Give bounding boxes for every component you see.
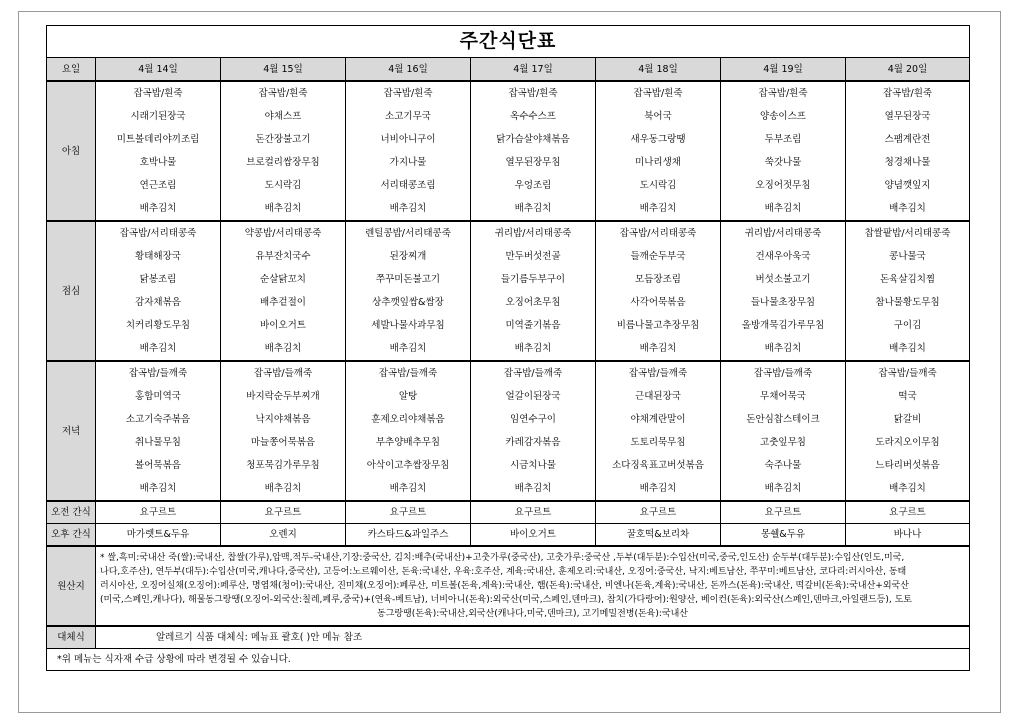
- dish-list: [721, 222, 845, 360]
- dish-list: [846, 82, 969, 220]
- dish: 찹쌀팥밥/서리태콩죽: [864, 228, 951, 239]
- alternative-label: 대체식: [47, 626, 96, 649]
- dish: 오징어젓무침: [755, 180, 811, 191]
- dish: 돈간장불고기: [255, 134, 311, 145]
- dish: 귀리밥/서리태콩죽: [744, 228, 822, 239]
- dish: 유부잔치국수: [255, 251, 311, 262]
- dish-list: [721, 362, 845, 500]
- pm-snack-label: 오후 간식: [47, 524, 96, 547]
- dish: 들깨순두부국: [630, 251, 686, 262]
- dish: 바이오거트: [260, 320, 306, 331]
- dish: 배추김치: [764, 483, 802, 494]
- origin-line: 러시아산, 오징어실채(오징어):페루산, 명엽채(청어):국내산, 진미채(오징어):페루산, 미트볼(돈육,계육):국내산, 햄(돈육):국내산, 비엔나(돈육,계육):국내산, 돈까스(돈육):국내산, 떡갈비(돈육):국내산+외국산: [100, 581, 909, 591]
- dish: 돈육살김치찜: [879, 274, 936, 285]
- dish: 귀리밥/서리태콩죽: [494, 228, 572, 239]
- dish: 임연수구이: [510, 414, 556, 425]
- footnote: *위 메뉴는 식자재 수급 상황에 따라 변경될 수 있습니다.: [47, 649, 970, 671]
- meal-day-cell: [721, 361, 846, 501]
- dish: 도시락김: [639, 180, 677, 191]
- meal-day-cell: [471, 81, 596, 221]
- dish: 잡곡밥/흰죽: [758, 88, 808, 99]
- dish: 시금치나물: [510, 460, 556, 471]
- meal-day-cell: [221, 81, 346, 221]
- meal-day-cell: [471, 221, 596, 361]
- dish: 배추김치: [139, 203, 177, 214]
- am-snack-item: 요구르트: [846, 501, 970, 524]
- meal-day-cell: [846, 81, 970, 221]
- meal-day-cell: [96, 81, 221, 221]
- dish-list: [221, 222, 345, 360]
- dish: 돈안심찹스테이크: [746, 414, 820, 425]
- am-snack-item: 요구르트: [221, 501, 346, 524]
- dish: 북어국: [644, 111, 672, 122]
- dish: 소다징육표고버섯볶음: [612, 460, 704, 471]
- meal-day-cell: [596, 361, 721, 501]
- origin-line: 동그랑땡(돈육):국내산,외국산(캐나다,미국,덴마크), 고기메밀전병(돈육):국내산: [377, 609, 688, 619]
- dish: 미트볼데리야끼조림: [116, 134, 200, 145]
- pm-snack-item: 카스타드&과일주스: [346, 524, 471, 547]
- dish: 숙주나물: [764, 460, 802, 471]
- dish: 구이김: [893, 320, 922, 331]
- day-header-row: [47, 58, 970, 82]
- origin-text: [96, 546, 970, 626]
- meal-label: 점심: [47, 221, 96, 361]
- meal-day-cell: [346, 81, 471, 221]
- dish: 모듬장조림: [635, 274, 681, 285]
- dish: 야채계란말이: [630, 414, 686, 425]
- dish: 잡곡밥/들깨죽: [503, 368, 563, 379]
- am-snack-item: 요구르트: [721, 501, 846, 524]
- dish-list: [596, 82, 720, 220]
- day-header: 4월 16일: [346, 58, 471, 82]
- dish: 황태해장국: [135, 251, 181, 262]
- dish: 배추김치: [264, 343, 302, 354]
- origin-row: [47, 546, 970, 626]
- dish: 사각어묵볶음: [630, 297, 686, 308]
- dish: 바지락순두부찌개: [246, 391, 320, 402]
- dish-list: [346, 362, 470, 500]
- dish: 잡곡밥/서리태콩죽: [119, 228, 197, 239]
- dish: 잡곡밥/들깨죽: [878, 368, 937, 379]
- origin-line: 나다,호주산), 연두부(대두):수입산(미국,캐나다,중국산), 고등어:노르웨이산, 돈육:국내산, 우육:호주산, 계육:국내산, 훈제오리:국내산, 오징어:중국산, 낙지:베트남산, 쭈꾸미:베트남산, 코다리:러시아산, 동태: [100, 567, 907, 577]
- dish-list: [846, 222, 969, 360]
- alternative-text: 알레르기 식품 대체식: 메뉴표 괄호( )안 메뉴 참조: [96, 626, 970, 649]
- day-header-label: 요일: [47, 58, 96, 82]
- pm-snack-item: 꿀호떡&보리차: [596, 524, 721, 547]
- dish: 배추김치: [514, 343, 552, 354]
- day-header: 4월 20일: [846, 58, 970, 82]
- day-header: 4월 17일: [471, 58, 596, 82]
- dish: 시래기된장국: [130, 111, 186, 122]
- dish: 볼어묵볶음: [135, 460, 181, 471]
- dish: 두부조림: [764, 134, 802, 145]
- dish: 아삭이고추쌈장무침: [366, 460, 450, 471]
- dish: 미역줄기볶음: [505, 320, 561, 331]
- dish: 배추김치: [514, 203, 552, 214]
- dish-list: [846, 362, 969, 500]
- dish: 된장찌개: [389, 251, 427, 262]
- dish: 도토리묵무침: [630, 437, 686, 448]
- dish: 잡곡밥/들깨죽: [253, 368, 313, 379]
- dish: 렌틸콩밥/서리태콩죽: [365, 228, 451, 239]
- dish: 얼갈이된장국: [505, 391, 561, 402]
- meal-day-cell: [96, 361, 221, 501]
- dish: 배추김치: [139, 483, 177, 494]
- dish: 콩나물국: [889, 251, 926, 262]
- alternative-row: [47, 626, 970, 649]
- dish: 열무된장무침: [505, 157, 561, 168]
- dish: 잡곡밥/들깨죽: [753, 368, 813, 379]
- dish: 느타리버섯볶음: [875, 460, 940, 471]
- dish: 알탕: [398, 391, 418, 402]
- dish: 배추김치: [889, 343, 926, 354]
- meal-row: [47, 221, 970, 361]
- dish: 배추겉절이: [260, 297, 306, 308]
- dish: 청포묵김가루무침: [246, 460, 320, 471]
- dish-list: [596, 362, 720, 500]
- dish: 배추김치: [764, 203, 802, 214]
- dish: 올방개묵김가루무침: [741, 320, 825, 331]
- footnote-row: [47, 649, 970, 671]
- dish: 배추김치: [389, 203, 427, 214]
- dish: 쑥갓나물: [764, 157, 802, 168]
- dish: 소고기숙주볶음: [125, 414, 191, 425]
- meal-day-cell: [846, 221, 970, 361]
- pm-snack-item: 몽쉘&두유: [721, 524, 846, 547]
- dish-list: [221, 82, 345, 220]
- dish: 치커리황도무침: [125, 320, 191, 331]
- dish: 세발나물사과무침: [371, 320, 445, 331]
- dish: 청경채나물: [884, 157, 931, 168]
- day-header: 4월 18일: [596, 58, 721, 82]
- day-header: 4월 15일: [221, 58, 346, 82]
- dish: 배추김치: [639, 203, 677, 214]
- dish: 서리태콩조림: [380, 180, 436, 191]
- dish: 상추깻잎쌈&쌈장: [372, 297, 444, 308]
- dish: 훈제오리야채볶음: [371, 414, 445, 425]
- dish: 야채스프: [264, 111, 302, 122]
- dish: 건새우아욱국: [755, 251, 811, 262]
- dish-list: [346, 222, 470, 360]
- dish: 배추김치: [764, 343, 802, 354]
- dish: 잡곡밥/들깨죽: [378, 368, 438, 379]
- meal-day-cell: [96, 221, 221, 361]
- am-snack-row: [47, 501, 970, 524]
- am-snack-item: 요구르트: [346, 501, 471, 524]
- dish: 도라지오이무침: [875, 437, 940, 448]
- dish: 배추김치: [264, 203, 302, 214]
- dish-list: [96, 362, 220, 500]
- dish: 잡곡밥/흰죽: [882, 88, 933, 99]
- page-title: 주간식단표: [47, 26, 970, 58]
- am-snack-item: 요구르트: [596, 501, 721, 524]
- pm-snack-item: 바나나: [846, 524, 970, 547]
- meal-day-cell: [221, 221, 346, 361]
- meal-label: 저녁: [47, 361, 96, 501]
- dish: 열무된장국: [884, 111, 931, 122]
- dish: 오징어초무침: [505, 297, 561, 308]
- pm-snack-item: 바이오거트: [471, 524, 596, 547]
- meal-day-cell: [221, 361, 346, 501]
- dish: 배추김치: [639, 343, 677, 354]
- dish: 가지나물: [389, 157, 427, 168]
- dish-list: [471, 222, 595, 360]
- dish-list: [471, 362, 595, 500]
- dish: 쭈꾸미돈불고기: [375, 274, 441, 285]
- dish: 취나물무침: [135, 437, 181, 448]
- dish: 배추김치: [514, 483, 552, 494]
- dish: 배추김치: [264, 483, 302, 494]
- am-snack-label: 오전 간식: [47, 501, 96, 524]
- dish: 너비아니구이: [380, 134, 436, 145]
- origin-label: 원산지: [47, 546, 96, 626]
- pm-snack-item: 마가렛트&두유: [96, 524, 221, 547]
- dish: 도시락김: [264, 180, 302, 191]
- meal-day-cell: [596, 81, 721, 221]
- dish-list: [471, 82, 595, 220]
- dish: 미나리생채: [635, 157, 681, 168]
- meal-day-cell: [721, 81, 846, 221]
- dish: 잡곡밥/흰죽: [633, 88, 683, 99]
- pm-snack-item: 오렌지: [221, 524, 346, 547]
- dish: 부추양배추무침: [375, 437, 441, 448]
- dish: 양송이스프: [760, 111, 806, 122]
- dish: 홍합미역국: [135, 391, 181, 402]
- dish: 참나물황도무침: [875, 297, 940, 308]
- dish: 스팸계란전: [884, 134, 931, 145]
- dish: 배추김치: [889, 483, 926, 494]
- dish: 만두버섯전골: [505, 251, 561, 262]
- dish: 우엉조림: [514, 180, 552, 191]
- dish: 양념깻잎지: [884, 180, 931, 191]
- dish: 배추김치: [139, 343, 177, 354]
- dish: 카레감자볶음: [505, 437, 561, 448]
- dish-list: [721, 82, 845, 220]
- dish: 배추김치: [639, 483, 677, 494]
- dish: 연근조림: [139, 180, 177, 191]
- meal-day-cell: [846, 361, 970, 501]
- dish: 들나물초장무침: [750, 297, 816, 308]
- dish: 마늘쫑어묵볶음: [250, 437, 316, 448]
- dish-list: [221, 362, 345, 500]
- dish: 고춧잎무침: [760, 437, 806, 448]
- dish: 옥수수스프: [510, 111, 556, 122]
- dish: 버섯소불고기: [755, 274, 811, 285]
- day-header: 4월 19일: [721, 58, 846, 82]
- dish: 호박나물: [139, 157, 177, 168]
- dish: 비름나물고추장무침: [616, 320, 700, 331]
- origin-line: * 쌀,흑미:국내산 죽(쌀):국내산, 찹쌀(가루),압맥,적두-국내산,기장:중국산, 김치:배추(국내산)+고춧가루(중국산), 고춧가루:중국산 ,두부(대두분):수입산(미국,중국,인도산) 순두부(대두분):수입산(인도,미국,: [100, 553, 905, 563]
- dish: 닭갈비: [893, 414, 922, 425]
- dish: 소고기무국: [385, 111, 431, 122]
- dish: 잡곡밥/들깨죽: [628, 368, 688, 379]
- am-snack-item: 요구르트: [471, 501, 596, 524]
- meal-day-cell: [721, 221, 846, 361]
- dish: 감자채볶음: [135, 297, 181, 308]
- dish: 낙지야채볶음: [255, 414, 311, 425]
- dish: 잡곡밥/흰죽: [383, 88, 433, 99]
- meal-row: [47, 361, 970, 501]
- dish: 브로컬리쌈장무침: [246, 157, 320, 168]
- origin-line: (미국,스페인,캐나다), 해물동그랑땡(오징어-외국산:칠레,페루,중국)+(연육-베트남), 너비아니(돈육):외국산(미국,스페인,덴마크), 참치(가다랑어):원양산, 베이컨(돈육):외국산(스페인,덴마크,아일랜드등), 도토: [100, 595, 912, 605]
- meal-day-cell: [596, 221, 721, 361]
- dish: 잡곡밥/서리태콩죽: [619, 228, 697, 239]
- am-snack-item: 요구르트: [96, 501, 221, 524]
- dish-list: [346, 82, 470, 220]
- pm-snack-row: [47, 524, 970, 547]
- dish: 떡국: [898, 391, 917, 402]
- dish: 잡곡밥/흰죽: [508, 88, 558, 99]
- dish: 잡곡밥/들깨죽: [128, 368, 188, 379]
- dish: 배추김치: [389, 483, 427, 494]
- meal-day-cell: [346, 221, 471, 361]
- dish: 배추김치: [389, 343, 427, 354]
- dish: 근대된장국: [635, 391, 681, 402]
- dish: 새우동그랑땡: [630, 134, 686, 145]
- meal-label: 아침: [47, 81, 96, 221]
- dish: 잡곡밥/흰죽: [258, 88, 308, 99]
- dish: 잡곡밥/흰죽: [133, 88, 183, 99]
- day-header: 4월 14일: [96, 58, 221, 82]
- meal-day-cell: [346, 361, 471, 501]
- dish: 순살닭꼬치: [260, 274, 306, 285]
- weekly-menu-table: [46, 25, 970, 671]
- meal-day-cell: [471, 361, 596, 501]
- dish: 무채어묵국: [760, 391, 806, 402]
- dish-list: [96, 222, 220, 360]
- dish: 들기름두부구이: [500, 274, 566, 285]
- meal-row: [47, 81, 970, 221]
- dish: 배추김치: [889, 203, 926, 214]
- dish: 약콩밥/서리태콩죽: [244, 228, 322, 239]
- dish: 닭봉조림: [139, 274, 177, 285]
- dish-list: [596, 222, 720, 360]
- dish-list: [96, 82, 220, 220]
- dish: 닭가슴살야채볶음: [496, 134, 570, 145]
